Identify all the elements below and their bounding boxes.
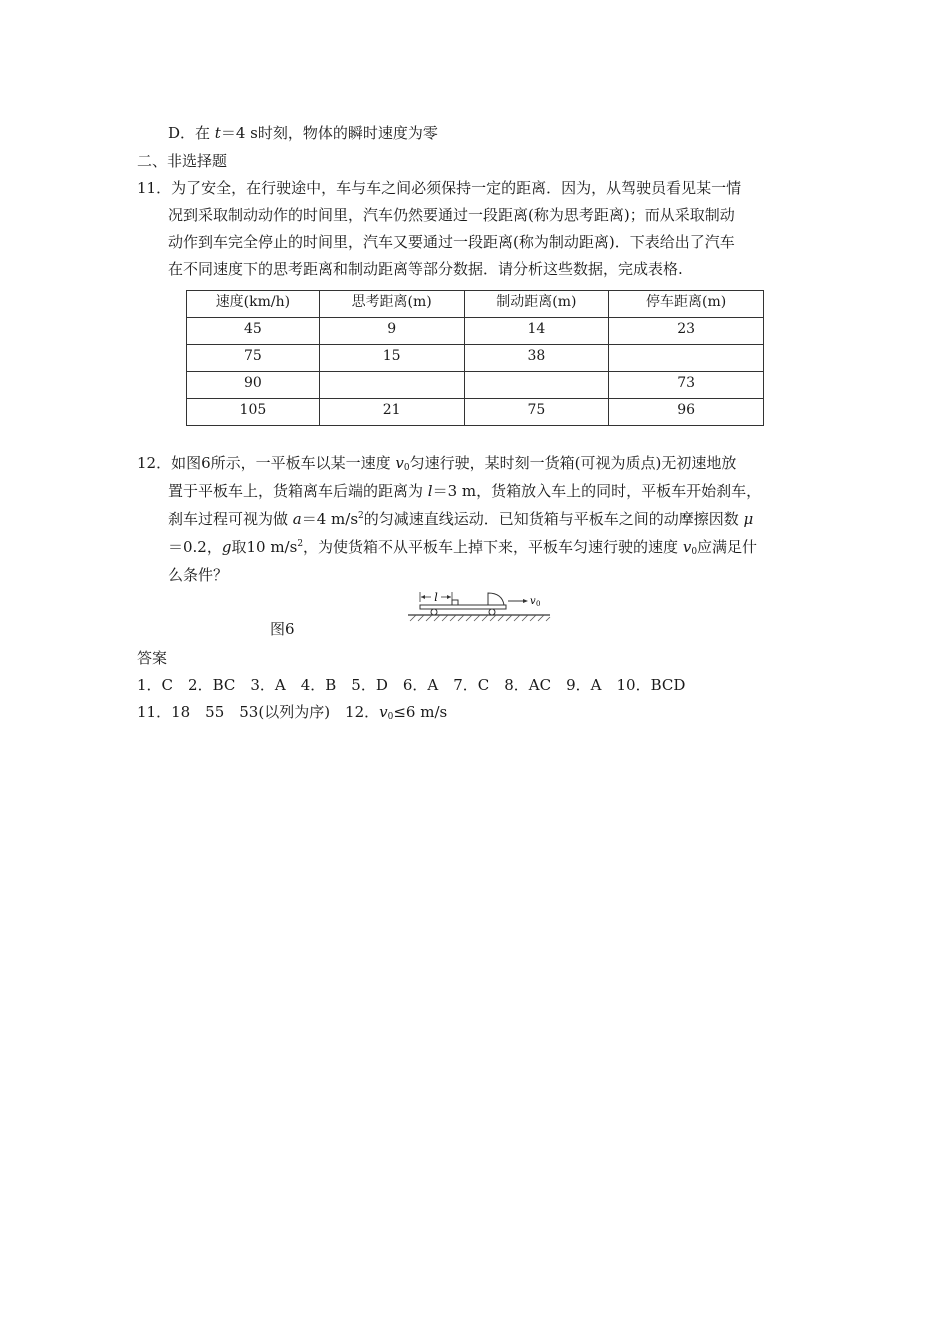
table-cell-blank [464,372,609,399]
q12-line-4: ＝0.2，g取10 $m/s^2$，为使货箱不从平板车上掉下来，平板车匀速行驶的速度 $v_0$应满足什 [168,538,758,557]
q12-line-5: 么条件？ [168,566,229,584]
table-cell: 96 [609,399,764,426]
table-cell: 9 [319,318,464,345]
cart-wheel [431,609,437,615]
table-cell: 90 [187,372,320,399]
table-cell: 23 [609,318,764,345]
cart-bed [420,605,506,609]
table-cell-blank [609,345,764,372]
table-row [187,318,764,345]
velocity-subscript: 0 [536,600,541,608]
table-header-cell: 停车距离(m) [609,291,764,318]
table-cell: 73 [609,372,764,399]
distance-label: l [434,591,438,604]
q12-line-3: 刹车过程可视为做 a＝4 $m/s^2$的匀减速直线运动．已知货箱与平板车之间的动摩擦因数 μ [168,510,754,528]
table-cell-blank [319,372,464,399]
table-cell: 14 [464,318,609,345]
stopping-distance-table [186,290,764,426]
table-header-cell: 思考距离(m) [319,291,464,318]
q11-line-4: 在不同速度下的思考距离和制动距离等部分数据．请分析这些数据，完成表格. [168,260,683,278]
table-header-cell: 速度(km/h) [187,291,320,318]
table-cell: 75 [464,399,609,426]
table-row [187,345,764,372]
q11-line-3: 动作到车完全停止的时间里，汽车又要通过一段距离(称为制动距离)．下表给出了汽车 [168,233,735,251]
table-cell: 105 [187,399,320,426]
q12-line-1: 12．如图6所示，一平板车以某一速度 $v_0$匀速行驶，某时刻一货箱(可视为质点)无初速地放 [137,454,737,473]
table-header-row [187,291,764,318]
answers-line-1: 1．C 2．BC 3．A 4．B 5．D 6．A 7．C 8．AC 9．A 10．BCD [137,676,686,694]
table-cell: 75 [187,345,320,372]
table-row [187,372,764,399]
q11-line-1: 11．为了安全，在行驶途中，车与车之间必须保持一定的距离．因为，从驾驶员看见某一情 [137,179,742,197]
cart-cab [488,593,504,605]
section-title: 二、非选择题 [137,152,228,170]
q12-line-2: 置于平板车上，货箱离车后端的距离为 l＝3 m，货箱放入车上的同时，平板车开始刹车， [168,482,762,500]
answers-line-2: 11．18 55 53(以列为序) 12．$v_0\le 6$ m/s [137,703,448,722]
cart-wheel [489,609,495,615]
table-cell: 15 [319,345,464,372]
q10-option-d: D．在 t＝4 s时刻，物体的瞬时速度为零 [168,124,438,142]
answers-title: 答案 [137,649,168,667]
table-cell: 45 [187,318,320,345]
table-cell: 38 [464,345,609,372]
table-cell: 21 [319,399,464,426]
table-header-cell: 制动距离(m) [464,291,609,318]
table-row [187,399,764,426]
velocity-arrow-icon [523,599,528,603]
velocity-label: v [530,596,536,607]
flatbed-cart-diagram [404,588,554,624]
ground-hatching [410,615,550,621]
cargo-box [452,600,458,605]
figure-caption: 图6 [270,620,295,638]
q11-line-2: 况到采取制动动作的时间里，汽车仍然要通过一段距离(称为思考距离)；而从采取制动 [168,206,735,224]
cart-figure [404,588,554,628]
